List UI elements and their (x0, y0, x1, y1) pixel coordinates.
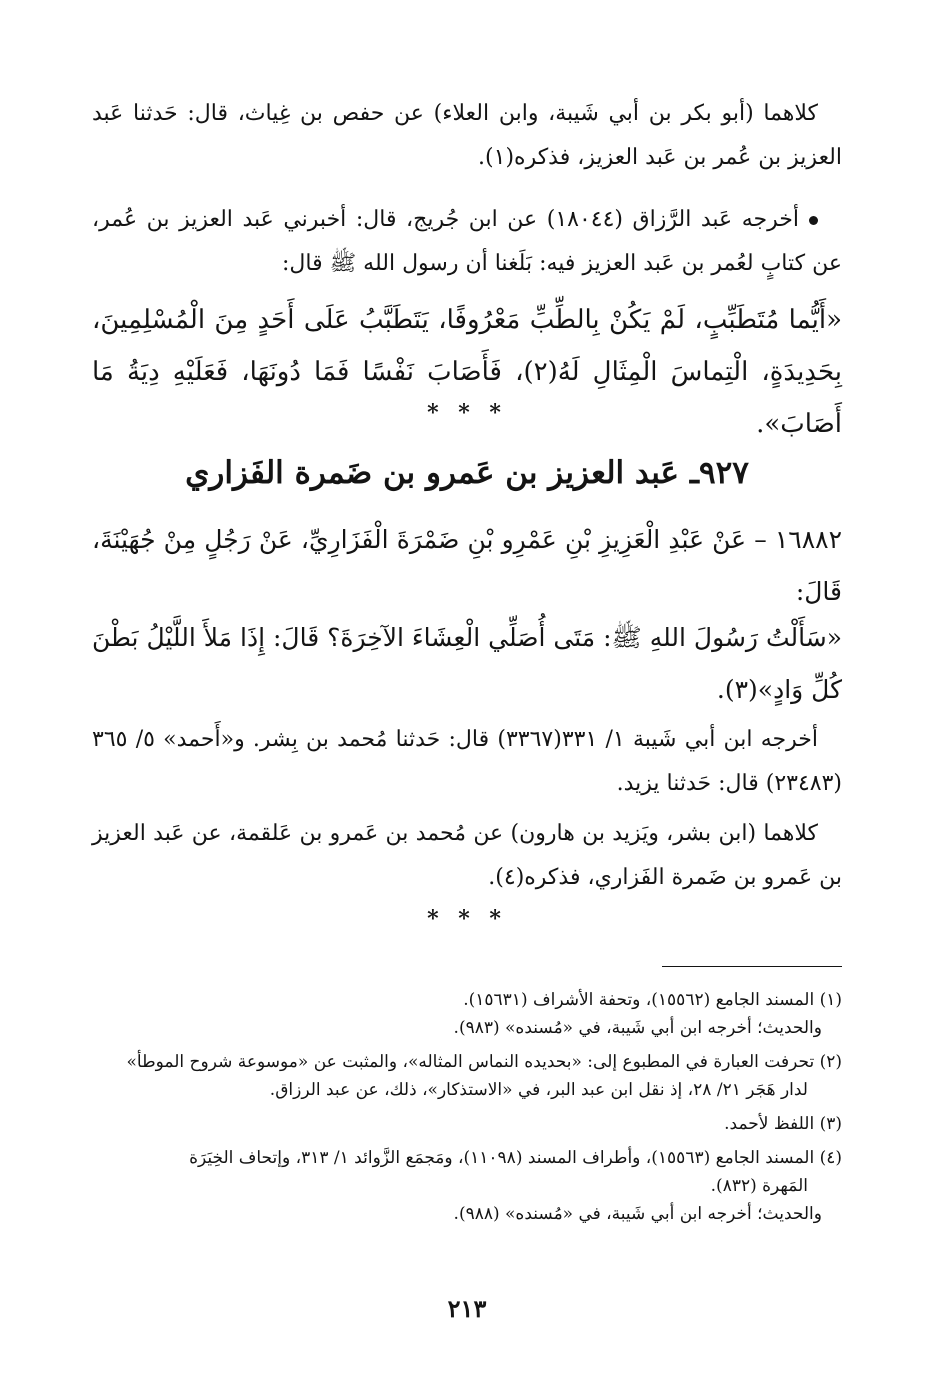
footnote-line: (٢) تحرفت العبارة في المطبوع إلى: «بحديده النماس المثاله»، والمثبت عن «موسوعة شروح الموطأ» (126, 1052, 842, 1072)
footnote-line: المَهرة (٨٣٢). (710, 1176, 808, 1196)
takhrij-paragraph-ibn-abi-shayba: أخرجه ابن أبي شَيبة ١/ ٣٣١(٣٣٦٧) قال: حَدثنا مُحمد بن بِشر. و«أَحمد» ٥/ ٣٦٥ (٢٣٤٨٣) قال: حَدثنا يزيد. (92, 727, 842, 796)
footnote-sub-line: والحديث؛ أخرجه ابن أبي شَيبة، في «مُسنده» (٩٨٣). (453, 1018, 822, 1038)
footnote-sub-line: والحديث؛ أخرجه ابن أبي شَيبة، في «مُسنده» (٩٨٨). (453, 1204, 822, 1224)
section-separator: * * * (427, 400, 507, 426)
intro-paragraph: كلاهما (أبو بكر بن أبي شَيبة، وابن العلاء) عن حفص بن غِياث، قال: حَدثنا عَبد العزيز بن عُمر بن عَبد العزيز، فذكره(١). (92, 101, 842, 170)
footnote-line: (١) المسند الجامع (١٥٥٦٢)، وتحفة الأشراف (١٥٦٣١). (463, 990, 842, 1010)
hadith-text-isha: «سَأَلْتُ رَسُولَ اللهِ ﷺ: مَتَى أُصَلِّي الْعِشَاءَ الآخِرَةَ؟ قَالَ: إِذَا مَلأَ اللَّيْلُ بَطْنَ كُلِّ وَادٍ»(٣). (92, 623, 842, 704)
takhrij-paragraph-abdurrazzaq (92, 198, 842, 286)
footnote-4 (92, 1144, 842, 1228)
bullet-icon (809, 216, 818, 225)
takhrij-text: أخرجه عَبد الرَّزاق (١٨٠٤٤) عن ابن جُريج، قال: أخبرني عَبد العزيز بن عُمر، عن كتابٍ لعُمر بن عَبد العزيز فيه: بَلَغنا أن رسول الله ﷺ قال: (92, 207, 842, 276)
footnote-2 (92, 1048, 842, 1104)
section-separator: * * * (427, 906, 507, 932)
footnote-line: (٣) اللفظ لأحمد. (724, 1114, 842, 1134)
footnote-3 (92, 1110, 842, 1138)
narration-chain: ١٦٨٨٢ – عَنْ عَبْدِ الْعَزِيزِ بْنِ عَمْرِو بْنِ ضَمْرَةَ الْفَزَارِيِّ، عَنْ رَجُلٍ مِنْ جُهَيْنَةَ، قَالَ: (92, 525, 842, 606)
closing-paragraph: كلاهما (ابن بشر، ويَزيد بن هارون) عن مُحمد بن عَمرو بن عَلقمة، عن عَبد العزيز بن عَمرو بن ضَمرة الفَزاري، فذكره(٤). (92, 821, 842, 890)
footnote-line: (٤) المسند الجامع (١٥٥٦٣)، وأطراف المسند (١١٠٩٨)، ومَجمَع الزَّوائد ١/ ٣١٣، وإتحاف الخِيَرَة (189, 1148, 842, 1168)
chapter-heading: ٩٢٧ـ عَبد العزيز بن عَمرو بن ضَمرة الفَزاري (185, 455, 749, 491)
footnote-divider (662, 966, 842, 967)
footnotes (92, 986, 842, 1228)
footnote-line: لدار هَجَر ٢١/ ٢٨، إذ نقل ابن عبد البر، في «الاستذكار»، ذلك، عن عبد الرزاق. (269, 1080, 808, 1100)
page-number: ٢١٣ (447, 1294, 487, 1323)
footnote-1 (92, 986, 842, 1042)
hadith-text-mutatabbib: «أَيُّما مُتَطَبِّبٍ، لَمْ يَكُنْ بِالطِّبِّ مَعْرُوفًا، يَتَطَبَّبُ عَلَى أَحَدٍ مِنَ الْمُسْلِمِينَ، بِحَدِيدَةٍ، الْتِماسَ الْمِثَالِ لَهُ(٢)، فَأَصَابَ نَفْسًا فَمَا دُونَهَا، فَعَلَيْهِ دِيَةُ مَا أَصَابَ». (92, 305, 842, 439)
